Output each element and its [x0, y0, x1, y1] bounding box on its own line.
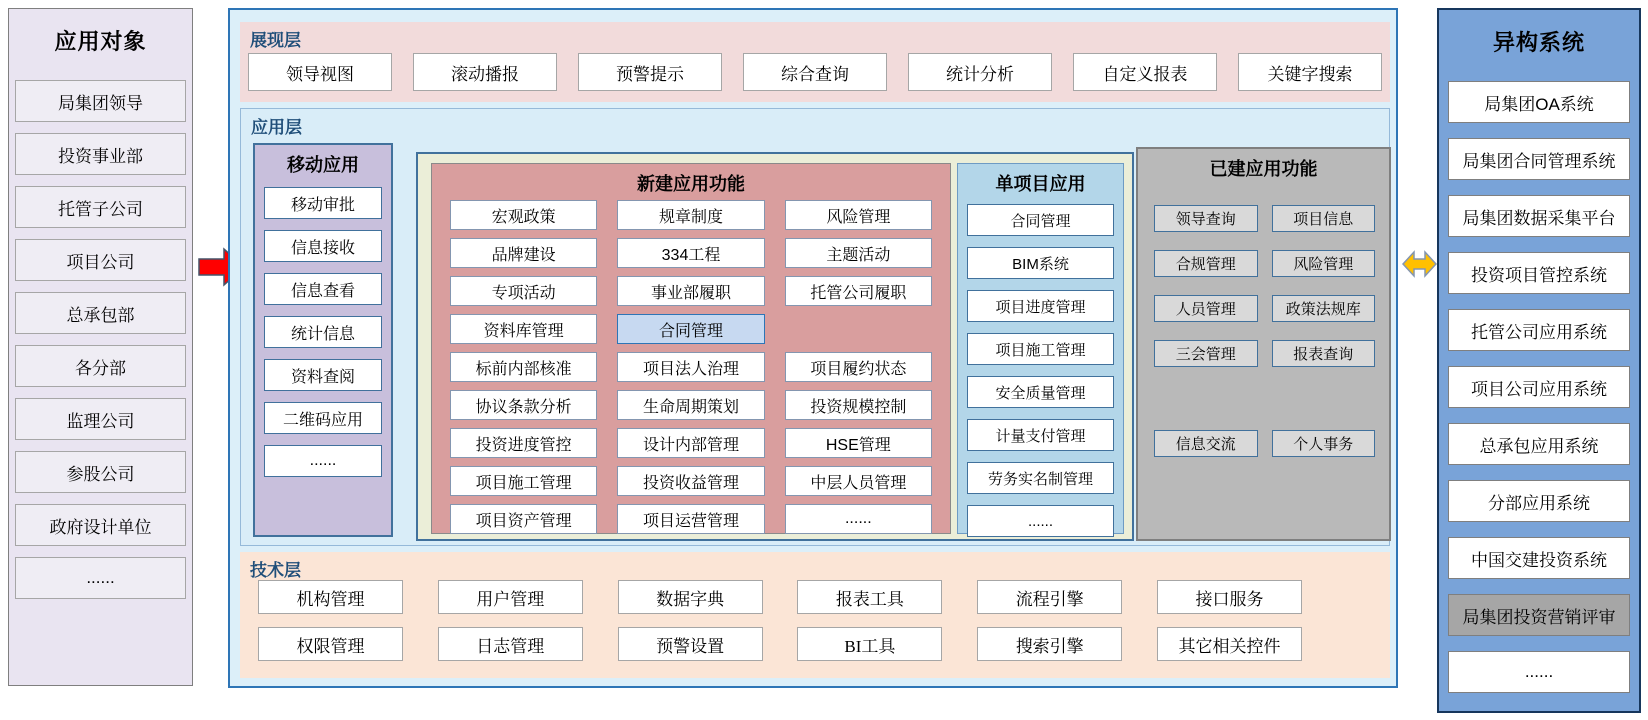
technology-item: 流程引擎	[977, 580, 1122, 614]
new-function-item: 项目履约状态	[785, 352, 932, 382]
heterogeneous-systems-panel	[1437, 8, 1641, 713]
sync-double-arrow-icon	[1402, 245, 1437, 284]
single-project-item: ......	[967, 505, 1114, 537]
new-function-item: ......	[785, 504, 932, 534]
existing-function-item: 项目信息	[1272, 205, 1376, 232]
existing-function-item: 政策法规库	[1272, 295, 1376, 322]
mobile-apps-list	[255, 177, 391, 477]
technology-item: 搜索引擎	[977, 627, 1122, 661]
presentation-feature-box: 综合查询	[743, 53, 887, 91]
application-layer-band	[240, 108, 1390, 546]
existing-function-item: 风险管理	[1272, 250, 1376, 277]
new-functions-grid	[450, 200, 932, 534]
existing-function-item: 三会管理	[1154, 340, 1258, 367]
new-function-item: 标前内部核准	[450, 352, 597, 382]
new-function-item: 资料库管理	[450, 314, 597, 344]
new-function-item: 项目施工管理	[450, 466, 597, 496]
technology-item: 预警设置	[618, 627, 763, 661]
existing-functions-panel	[1136, 147, 1391, 541]
existing-functions-title: 已建应用功能	[1209, 159, 1318, 179]
new-functions-panel	[431, 163, 951, 534]
existing-functions-grid	[1154, 205, 1375, 457]
application-object-item: 监理公司	[15, 398, 186, 440]
existing-function-item: 信息交流	[1154, 430, 1258, 457]
mobile-app-item: 移动审批	[264, 187, 382, 219]
presentation-feature-box: 关键字搜索	[1238, 53, 1382, 91]
presentation-layer-label: 展现层	[250, 31, 301, 50]
single-project-item: 安全质量管理	[967, 376, 1114, 408]
single-project-item: 项目进度管理	[967, 290, 1114, 322]
mobile-app-item: ......	[264, 445, 382, 477]
new-function-item: 项目法人治理	[617, 352, 764, 382]
new-function-item: 334工程	[617, 238, 764, 268]
heterogeneous-systems-list	[1439, 57, 1639, 693]
presentation-feature-box: 统计分析	[908, 53, 1052, 91]
heterogeneous-system-item: 投资项目管控系统	[1448, 252, 1630, 294]
technology-layer-band	[240, 552, 1390, 678]
single-project-item: 合同管理	[967, 204, 1114, 236]
application-object-item: 投资事业部	[15, 133, 186, 175]
new-function-item: 规章制度	[617, 200, 764, 230]
application-object-item: 总承包部	[15, 292, 186, 334]
presentation-feature-box: 滚动播报	[413, 53, 557, 91]
new-function-item: HSE管理	[785, 428, 932, 458]
presentation-feature-box: 领导视图	[248, 53, 392, 91]
existing-function-item: 报表查询	[1272, 340, 1376, 367]
new-function-item: 设计内部管理	[617, 428, 764, 458]
existing-function-item: 合规管理	[1154, 250, 1258, 277]
new-function-item: 托管公司履职	[785, 276, 932, 306]
heterogeneous-system-item: 中国交建投资系统	[1448, 537, 1630, 579]
mobile-apps-panel	[253, 143, 393, 537]
heterogeneous-system-item: 局集团合同管理系统	[1448, 138, 1630, 180]
technology-layer-label: 技术层	[250, 561, 301, 580]
presentation-buttons-row	[248, 53, 1382, 91]
heterogeneous-system-item: ......	[1448, 651, 1630, 693]
new-function-item: 中层人员管理	[785, 466, 932, 496]
new-function-item: 风险管理	[785, 200, 932, 230]
heterogeneous-system-item: 托管公司应用系统	[1448, 309, 1630, 351]
single-project-item: BIM系统	[967, 247, 1114, 279]
technology-grid	[258, 580, 1302, 661]
application-layer-label: 应用层	[251, 118, 302, 137]
mobile-apps-title: 移动应用	[287, 155, 359, 175]
new-function-item: 投资规模控制	[785, 390, 932, 420]
mobile-app-item: 资料查阅	[264, 359, 382, 391]
project-applications-wrapper	[416, 152, 1134, 541]
single-project-item: 劳务实名制管理	[967, 462, 1114, 494]
single-project-list	[958, 196, 1123, 537]
single-project-item: 项目施工管理	[967, 333, 1114, 365]
existing-function-item: 领导查询	[1154, 205, 1258, 232]
single-project-panel	[957, 163, 1124, 534]
new-function-item: 品牌建设	[450, 238, 597, 268]
single-project-title: 单项目应用	[995, 174, 1086, 194]
single-project-item: 计量支付管理	[967, 419, 1114, 451]
presentation-layer-band	[240, 22, 1390, 102]
technology-item: 报表工具	[797, 580, 942, 614]
application-object-item: ......	[15, 557, 186, 599]
new-function-item: 宏观政策	[450, 200, 597, 230]
new-function-item: 投资收益管理	[617, 466, 764, 496]
technology-item: 权限管理	[258, 627, 403, 661]
new-function-item: 专项活动	[450, 276, 597, 306]
application-object-item: 参股公司	[15, 451, 186, 493]
existing-function-item: 个人事务	[1272, 430, 1376, 457]
new-function-item: 协议条款分析	[450, 390, 597, 420]
new-function-item: 生命周期策划	[617, 390, 764, 420]
new-function-item: 项目资产管理	[450, 504, 597, 534]
existing-function-item: 人员管理	[1154, 295, 1258, 322]
heterogeneous-system-item: 局集团OA系统	[1448, 81, 1630, 123]
technology-item: BI工具	[797, 627, 942, 661]
application-objects-panel	[8, 8, 193, 686]
application-objects-list	[9, 56, 192, 599]
heterogeneous-system-item: 总承包应用系统	[1448, 423, 1630, 465]
presentation-feature-box: 自定义报表	[1073, 53, 1217, 91]
new-function-item: 投资进度管控	[450, 428, 597, 458]
application-objects-title: 应用对象	[54, 29, 147, 54]
application-object-item: 各分部	[15, 345, 186, 387]
heterogeneous-system-item: 项目公司应用系统	[1448, 366, 1630, 408]
application-object-item: 项目公司	[15, 239, 186, 281]
mobile-app-item: 二维码应用	[264, 402, 382, 434]
mobile-app-item: 信息接收	[264, 230, 382, 262]
new-function-item: 项目运营管理	[617, 504, 764, 534]
heterogeneous-system-item: 局集团数据采集平台	[1448, 195, 1630, 237]
technology-item: 用户管理	[438, 580, 583, 614]
platform-container	[228, 8, 1398, 688]
presentation-feature-box: 预警提示	[578, 53, 722, 91]
new-function-item: 主题活动	[785, 238, 932, 268]
technology-item: 接口服务	[1157, 580, 1302, 614]
technology-item: 其它相关控件	[1157, 627, 1302, 661]
technology-item: 日志管理	[438, 627, 583, 661]
heterogeneous-system-item: 局集团投资营销评审	[1448, 594, 1630, 636]
application-object-item: 局集团领导	[15, 80, 186, 122]
new-function-item: 合同管理	[617, 314, 764, 344]
heterogeneous-system-item: 分部应用系统	[1448, 480, 1630, 522]
new-function-item: 事业部履职	[617, 276, 764, 306]
technology-item: 数据字典	[618, 580, 763, 614]
heterogeneous-systems-title: 异构系统	[1492, 30, 1585, 55]
mobile-app-item: 统计信息	[264, 316, 382, 348]
mobile-app-item: 信息查看	[264, 273, 382, 305]
technology-item: 机构管理	[258, 580, 403, 614]
application-object-item: 托管子公司	[15, 186, 186, 228]
application-object-item: 政府设计单位	[15, 504, 186, 546]
new-functions-title: 新建应用功能	[637, 174, 745, 194]
